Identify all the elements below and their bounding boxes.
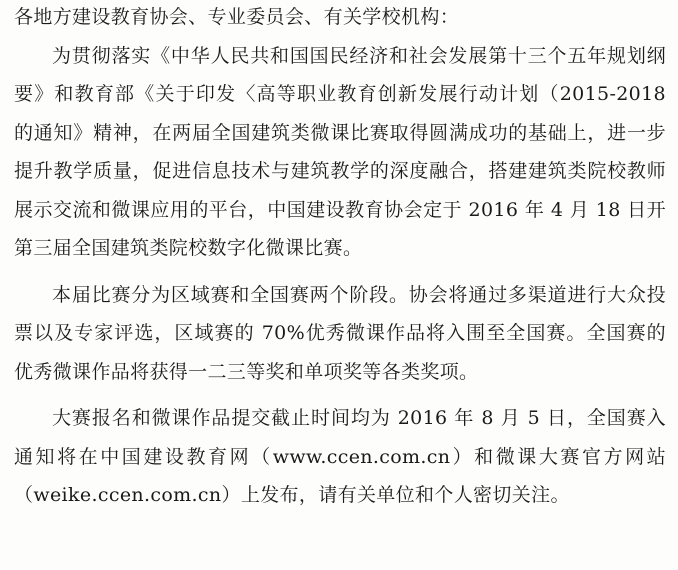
paragraph-3-line-3: （weike.ccen.com.cn）上发布，请有关单位和个人密切关注。 (14, 484, 570, 506)
paragraph-3-line-1: 大赛报名和微课作品提交截止时间均为 2016 年 8 月 5 日，全国赛入 (52, 407, 666, 429)
notice-body (14, 0, 666, 515)
salutation: 各地方建设教育协会、专业委员会、有关学校机构： (14, 6, 460, 28)
paragraph-2-line-3: 优秀微课作品将获得一二三等奖和单项奖等各类奖项。 (14, 360, 479, 383)
paragraph-2-line-1: 本届比赛分为区域赛和全国赛两个阶段。协会将通过多渠道进行大众投 (52, 283, 666, 306)
paragraph-gap (14, 391, 666, 399)
paragraph-1-line-2: 要》和教育部《关于印发〈高等职业教育创新发展行动计划（2015-2018 (14, 83, 666, 105)
paragraph-3-line-2: 通知将在中国建设教育网（www.ccen.com.cn）和微课大赛官方网站 (14, 445, 666, 468)
paragraph-gap (14, 268, 666, 276)
paragraph-1-line-1: 为贯彻落实《中华人民共和国国民经济和社会发展第十三个五年规划纲 (52, 44, 666, 67)
paragraph-1-line-4: 提升教学质量，促进信息技术与建筑教学的深度融合，搭建建筑类院校教师 (14, 160, 666, 182)
paragraph-2 (14, 276, 666, 392)
paragraph-3 (14, 399, 666, 515)
paragraph-1-line-3: 的通知》精神，在两届全国建筑类微课比赛取得圆满成功的基础上，进一步 (14, 121, 666, 144)
paragraph-1-line-5: 展示交流和微课应用的平台，中国建设教育协会定于 2016 年 4 月 18 日开 (14, 198, 666, 221)
paragraph-2-line-2: 票以及专家评选，区域赛的 70%优秀微课作品将入围至全国赛。全国赛的 (14, 322, 666, 344)
paragraph-1 (14, 37, 666, 268)
paragraph-1-line-6: 第三届全国建筑类院校数字化微课比赛。 (14, 237, 363, 259)
